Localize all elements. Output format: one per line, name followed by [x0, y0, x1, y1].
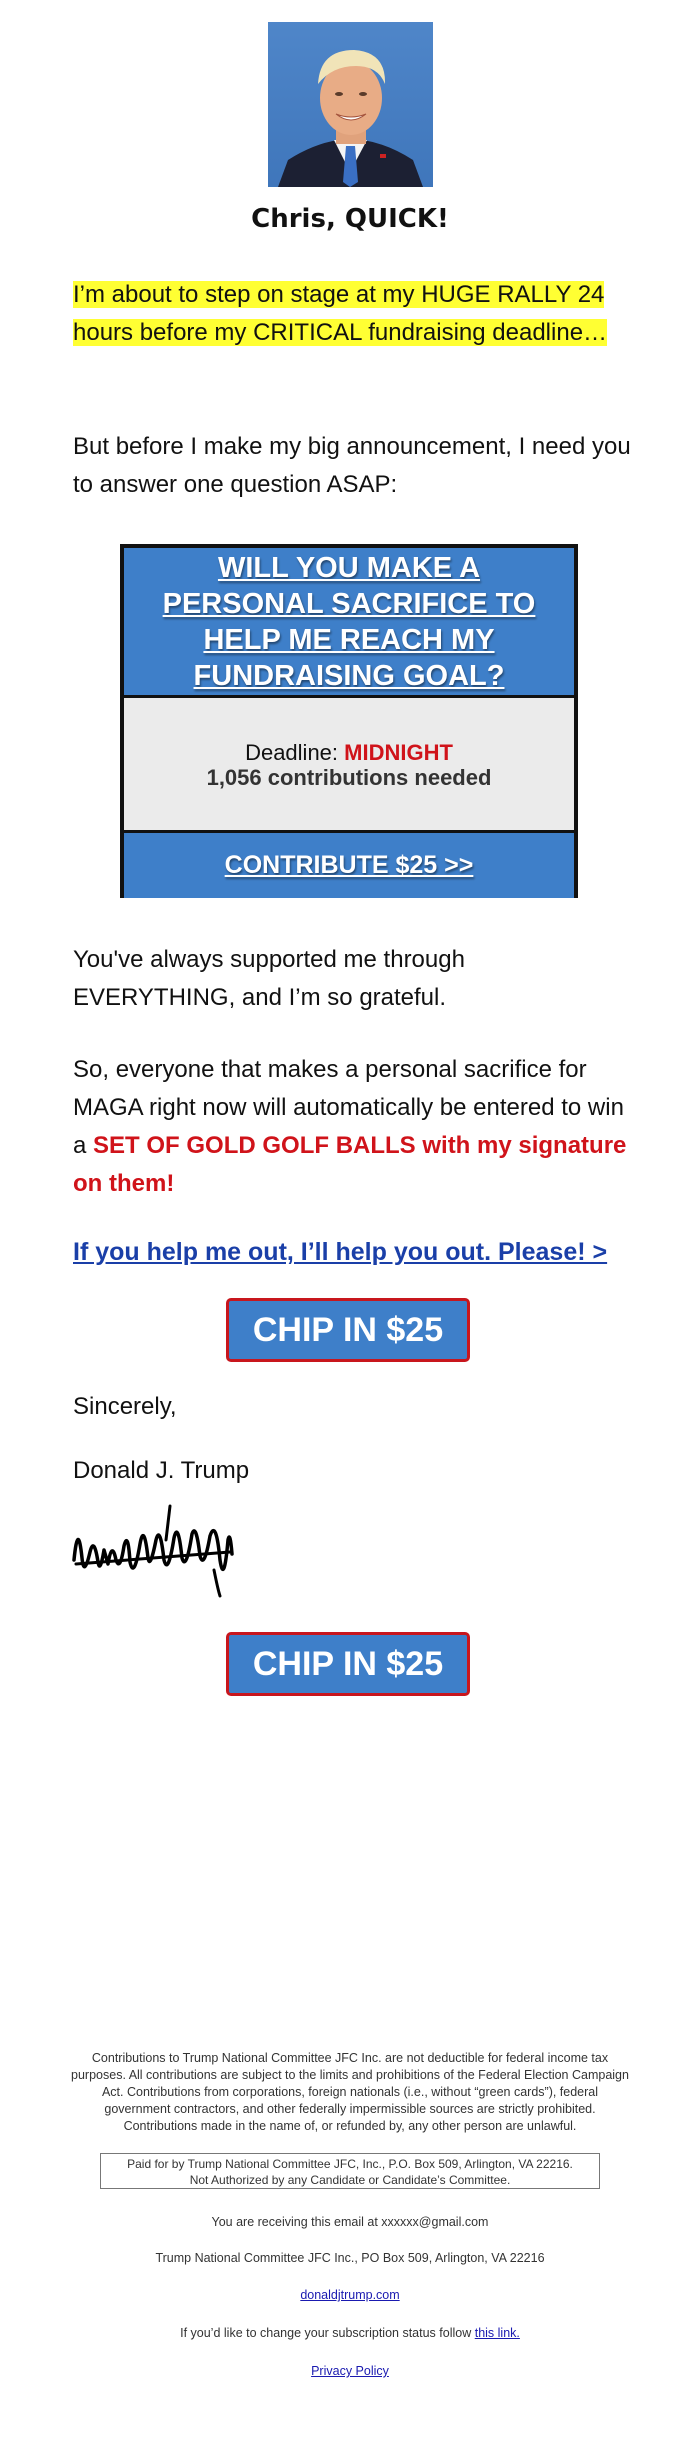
chip-in-button-bottom[interactable]: CHIP IN $25 [226, 1632, 470, 1696]
subscription-link[interactable]: this link. [474, 2326, 520, 2340]
intro-paragraph [73, 276, 633, 352]
site-link[interactable]: donaldjtrump.com [300, 2288, 400, 2302]
contributions-needed: 1,056 contributions needed [206, 765, 492, 790]
greeting-heading: Chris, QUICK! [251, 204, 449, 234]
privacy-policy-link[interactable]: Privacy Policy [311, 2364, 389, 2378]
deadline-line [124, 698, 574, 765]
privacy-row [70, 2363, 630, 2380]
poll-question-line: HELP ME REACH MY [203, 624, 495, 656]
poll-question[interactable] [124, 548, 574, 695]
sincerely-text: Sincerely, [73, 1393, 177, 1420]
sacrifice-paragraph [73, 1051, 633, 1203]
help-link[interactable]: If you help me out, I’ll help you out. Please! > [73, 1238, 608, 1266]
prize-text: SET OF GOLD GOLF BALLS with my signature on them! [73, 1132, 627, 1197]
portrait-illustration [268, 22, 433, 187]
question-paragraph: But before I make my big announcement, I need you to answer one question ASAP: [73, 433, 631, 498]
signoff-name: Donald J. Trump [73, 1457, 250, 1484]
poll-question-line: PERSONAL SACRIFICE TO [162, 588, 536, 620]
poll-question-line: WILL YOU MAKE A [217, 552, 481, 584]
contribute-button[interactable]: CONTRIBUTE $25 >> [124, 833, 574, 898]
portrait-photo [268, 22, 433, 187]
chip-in-button[interactable]: CHIP IN $25 [226, 1298, 470, 1362]
deadline-value: MIDNIGHT [344, 740, 453, 765]
poll-box[interactable] [120, 544, 578, 898]
deadline-label: Deadline: [245, 740, 339, 765]
sacrifice-text: So, everyone that makes a personal sacrifice for MAGA right now will automatically be entered to win a [73, 1056, 624, 1159]
poll-question-line: FUNDRAISING GOAL? [193, 660, 505, 692]
paid-for-box [100, 2153, 600, 2189]
site-link-row [70, 2287, 630, 2304]
subscription-row [70, 2325, 630, 2342]
signature-image [70, 1500, 238, 1598]
poll-deadline-panel [124, 695, 574, 833]
footer-disclaimer: Contributions to Trump National Committee JFC Inc. are not deductible for federal income tax purposes. All contributions are subject to the limits and prohibitions of the Federal Election Campaign Act. Contributions from corporations, foreign nationals (i.e., without “green cards”), federal government contractors, and other federally impermissible sources are strictly prohibited. Contributions made in the name of, or refunded by, any other person are unlawful. [71, 2051, 629, 2133]
authorization-line: Not Authorized by any Candidate or Candidate’s Committee. [189, 2173, 511, 2187]
footer-address: Trump National Committee JFC Inc., PO Box 509, Arlington, VA 22216 [155, 2251, 545, 2265]
intro-highlight: I’m about to step on stage at my HUGE RALLY 24 hours before my CRITICAL fundraising deadline… [73, 281, 608, 346]
receiving-email: You are receiving this email at xxxxxx@gmail.com [211, 2215, 489, 2229]
supported-paragraph: You've always supported me through EVERYTHING, and I’m so grateful. [73, 946, 465, 1011]
paid-for-line: Paid for by Trump National Committee JFC, Inc., P.O. Box 509, Arlington, VA 22216. [127, 2157, 573, 2171]
subscription-text: If you’d like to change your subscription status follow [180, 2326, 472, 2340]
